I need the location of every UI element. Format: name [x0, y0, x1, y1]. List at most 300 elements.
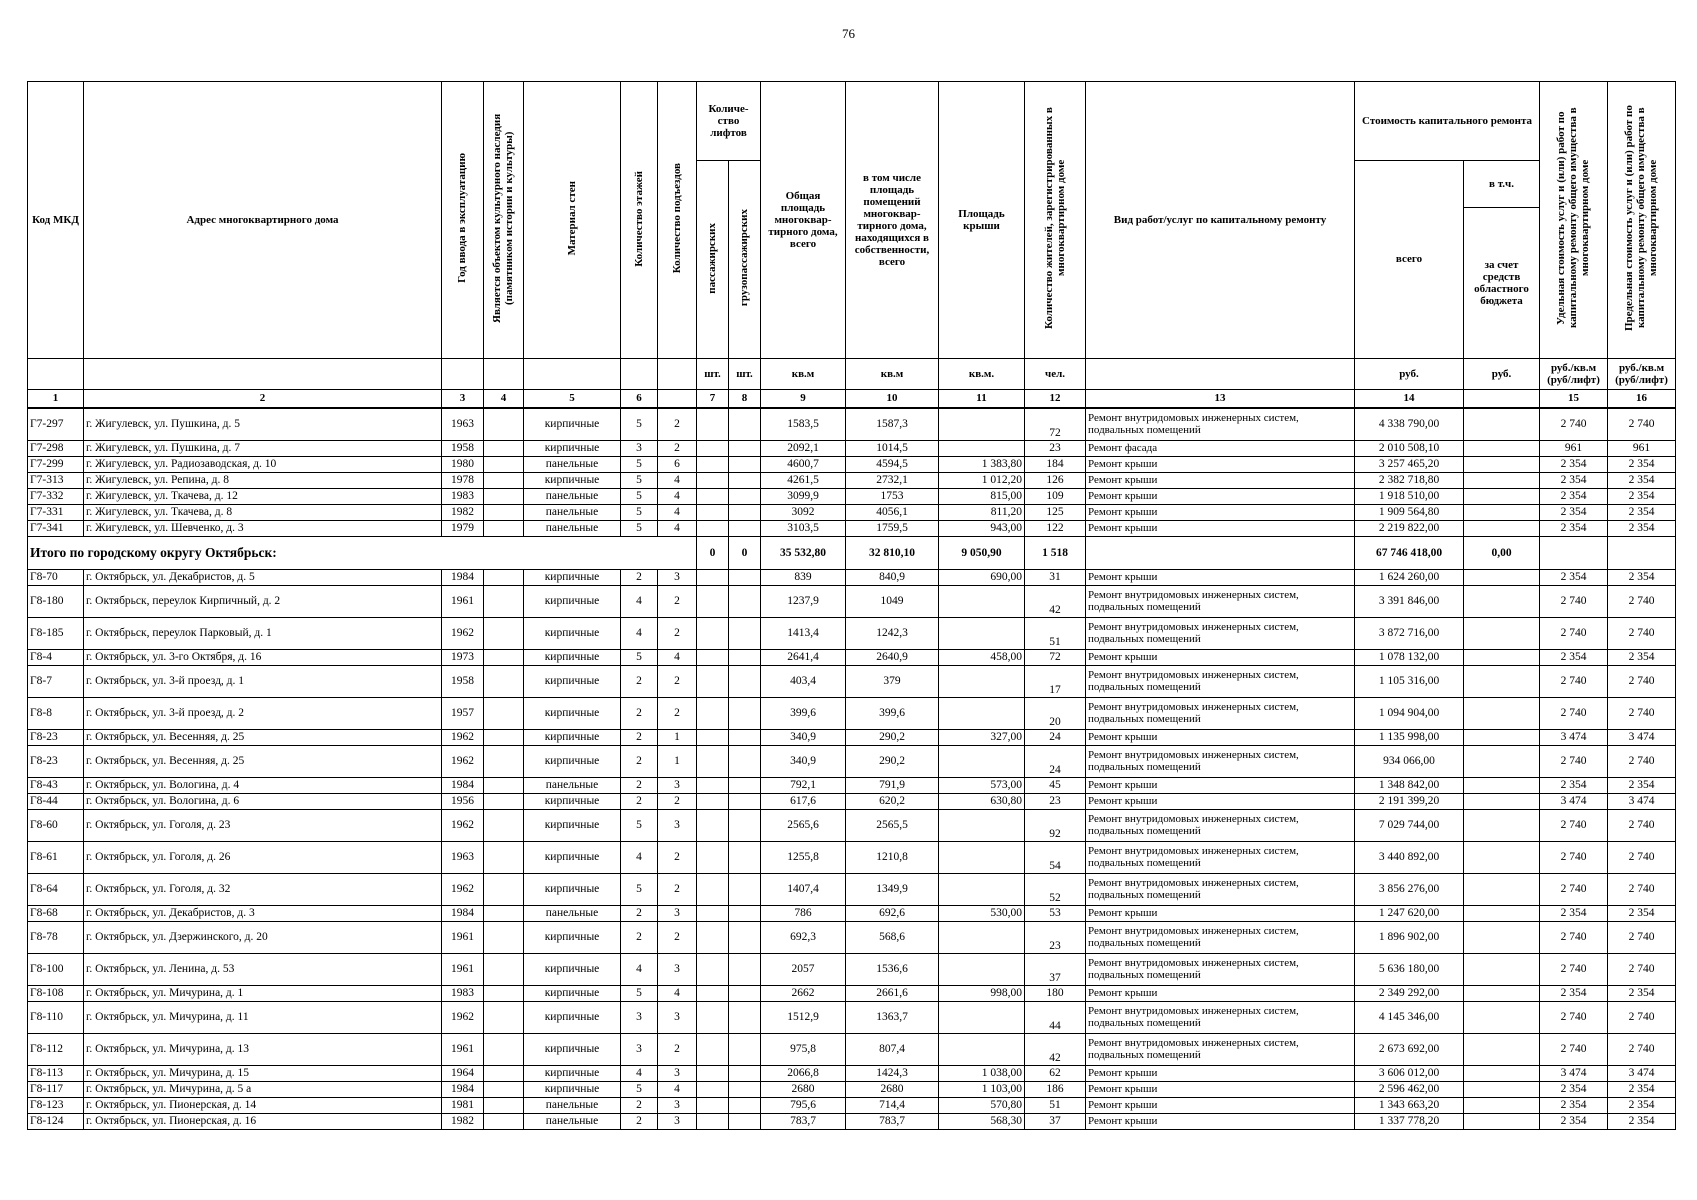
table-row	[28, 730, 1676, 746]
cell-owned-area: 714,4	[846, 1098, 939, 1114]
total-cargo: 0	[729, 537, 761, 570]
cell-passenger	[697, 1098, 729, 1114]
cell-walls: кирпичные	[524, 586, 621, 618]
cell-cargo	[729, 842, 761, 874]
cell-owned-area: 568,6	[846, 922, 939, 954]
total-area: 35 532,80	[761, 537, 846, 570]
cell-code: Г8-68	[28, 906, 84, 922]
column-numbers-row	[28, 390, 1676, 409]
cell-heritage	[484, 954, 524, 986]
table-row	[28, 505, 1676, 521]
cell-year: 1962	[442, 746, 484, 778]
cell-total-area: 975,8	[761, 1034, 846, 1066]
cell-year: 1962	[442, 618, 484, 650]
cell-unit: 2 354	[1540, 1098, 1608, 1114]
header-address: Адрес многоквартирного дома	[84, 82, 442, 359]
cell-walls: кирпичные	[524, 1082, 621, 1098]
cell-year: 1983	[442, 489, 484, 505]
cell-passenger	[697, 954, 729, 986]
cell-total-area: 2662	[761, 986, 846, 1002]
cell-limit: 2 354	[1608, 650, 1676, 666]
cell-heritage	[484, 874, 524, 906]
cell-floors: 5	[621, 408, 658, 441]
cell-address: г. Октябрьск, ул. Декабристов, д. 3	[84, 906, 442, 922]
cell-unit: 2 740	[1540, 746, 1608, 778]
cell-heritage	[484, 521, 524, 537]
cell-residents: 52	[1025, 874, 1086, 906]
cell-walls: панельные	[524, 906, 621, 922]
cell-floors: 2	[621, 906, 658, 922]
cell-unit: 2 740	[1540, 842, 1608, 874]
table-row	[28, 1002, 1676, 1034]
cell-budget	[1464, 1002, 1540, 1034]
cell-walls: кирпичные	[524, 441, 621, 457]
cell-code: Г8-23	[28, 746, 84, 778]
cell-cost: 1 247 620,00	[1355, 906, 1464, 922]
cell-roof-area	[939, 1002, 1025, 1034]
cell-address: г. Октябрьск, ул. Мичурина, д. 5 а	[84, 1082, 442, 1098]
cell-limit: 2 740	[1608, 698, 1676, 730]
cell-floors: 4	[621, 954, 658, 986]
cell-work: Ремонт внутридомовых инженерных систем, подвальных помещений	[1086, 810, 1355, 842]
cell-unit: 2 740	[1540, 666, 1608, 698]
cell-limit: 2 354	[1608, 473, 1676, 489]
cell-walls: панельные	[524, 778, 621, 794]
cell-cost: 2 219 822,00	[1355, 521, 1464, 537]
cell-roof-area: 690,00	[939, 570, 1025, 586]
header-passenger: пассажирских	[697, 161, 729, 359]
unit-owned-area: кв.м	[846, 359, 939, 390]
cell-owned-area: 1363,7	[846, 1002, 939, 1034]
cell-floors: 2	[621, 1114, 658, 1130]
column-number: 6	[621, 390, 658, 409]
cell-entrances: 3	[658, 1002, 697, 1034]
cell-work: Ремонт внутридомовых инженерных систем, подвальных помещений	[1086, 922, 1355, 954]
cell-cargo	[729, 730, 761, 746]
cell-budget	[1464, 906, 1540, 922]
cell-passenger	[697, 666, 729, 698]
cell-residents: 17	[1025, 666, 1086, 698]
cell-total-area: 3092	[761, 505, 846, 521]
cell-cost: 3 440 892,00	[1355, 842, 1464, 874]
table-body-oktyabrsk	[28, 570, 1676, 1130]
cell-roof-area	[939, 666, 1025, 698]
cell-cargo	[729, 1066, 761, 1082]
total-row	[28, 537, 1676, 570]
cell-walls: кирпичные	[524, 842, 621, 874]
cell-year: 1964	[442, 1066, 484, 1082]
cell-cargo	[729, 810, 761, 842]
cell-budget	[1464, 1098, 1540, 1114]
cell-owned-area: 1349,9	[846, 874, 939, 906]
cell-unit: 2 740	[1540, 874, 1608, 906]
cell-limit: 2 354	[1608, 1082, 1676, 1098]
cell-heritage	[484, 1082, 524, 1098]
cell-address: г. Октябрьск, ул. Декабристов, д. 5	[84, 570, 442, 586]
column-number: 3	[442, 390, 484, 409]
cell-floors: 2	[621, 698, 658, 730]
cell-entrances: 2	[658, 1034, 697, 1066]
header-residents: Количество жителей, зарегистрированных в многоквартирном доме	[1025, 82, 1086, 359]
cell-owned-area: 379	[846, 666, 939, 698]
cell-code: Г8-61	[28, 842, 84, 874]
cell-code: Г8-185	[28, 618, 84, 650]
page-number: 76	[842, 26, 855, 41]
cell-residents: 72	[1025, 408, 1086, 441]
cell-budget	[1464, 778, 1540, 794]
table-row	[28, 1082, 1676, 1098]
table-row	[28, 473, 1676, 489]
cell-work: Ремонт крыши	[1086, 457, 1355, 473]
cell-walls: кирпичные	[524, 408, 621, 441]
cell-year: 1962	[442, 1002, 484, 1034]
cell-limit: 2 354	[1608, 1098, 1676, 1114]
cell-heritage	[484, 618, 524, 650]
cell-passenger	[697, 505, 729, 521]
cell-total-area: 783,7	[761, 1114, 846, 1130]
cell-budget	[1464, 457, 1540, 473]
table-row	[28, 408, 1676, 441]
unit-total-area: кв.м	[761, 359, 846, 390]
cell-residents: 51	[1025, 618, 1086, 650]
cell-code: Г7-332	[28, 489, 84, 505]
cell-year: 1961	[442, 1034, 484, 1066]
table-row	[28, 650, 1676, 666]
cell-owned-area: 620,2	[846, 794, 939, 810]
cell-entrances: 4	[658, 489, 697, 505]
cell-entrances: 3	[658, 954, 697, 986]
cell-floors: 3	[621, 441, 658, 457]
cell-entrances: 2	[658, 922, 697, 954]
cell-owned-area: 1753	[846, 489, 939, 505]
cell-heritage	[484, 1114, 524, 1130]
table-row	[28, 906, 1676, 922]
cell-code: Г8-180	[28, 586, 84, 618]
cell-work: Ремонт крыши	[1086, 521, 1355, 537]
cell-total-area: 2565,6	[761, 810, 846, 842]
cell-cost: 2 010 508,10	[1355, 441, 1464, 457]
cell-year: 1982	[442, 505, 484, 521]
header-lifts: Количе-ство лифтов	[697, 82, 761, 161]
cell-floors: 2	[621, 778, 658, 794]
cell-limit: 2 354	[1608, 778, 1676, 794]
cell-total-area: 403,4	[761, 666, 846, 698]
cell-heritage	[484, 778, 524, 794]
cell-entrances: 2	[658, 794, 697, 810]
cell-floors: 4	[621, 842, 658, 874]
cell-total-area: 4600,7	[761, 457, 846, 473]
cell-total-area: 1255,8	[761, 842, 846, 874]
cell-cost: 2 673 692,00	[1355, 1034, 1464, 1066]
cell-residents: 53	[1025, 906, 1086, 922]
total-passenger: 0	[697, 537, 729, 570]
cell-budget	[1464, 473, 1540, 489]
cell-cargo	[729, 521, 761, 537]
cell-passenger	[697, 746, 729, 778]
cell-heritage	[484, 986, 524, 1002]
cell-owned-area: 1424,3	[846, 1066, 939, 1082]
cell-address: г. Жигулевск, ул. Ткачева, д. 12	[84, 489, 442, 505]
cell-heritage	[484, 730, 524, 746]
cell-floors: 5	[621, 1082, 658, 1098]
cell-code: Г8-124	[28, 1114, 84, 1130]
header-total-area: Общая площадь многоквар-тирного дома, всего	[761, 82, 846, 359]
cell-passenger	[697, 1082, 729, 1098]
header-unit-cost: Удельная стоимость услуг и (или) работ по капитальному ремонту общего имущества в многоквартирном доме	[1540, 82, 1608, 359]
cell-work: Ремонт внутридомовых инженерных систем, подвальных помещений	[1086, 618, 1355, 650]
cell-residents: 92	[1025, 810, 1086, 842]
cell-address: г. Октябрьск, ул. 3-й проезд, д. 1	[84, 666, 442, 698]
cell-residents: 184	[1025, 457, 1086, 473]
header-floors: Количество этажей	[621, 82, 658, 359]
cell-residents: 24	[1025, 746, 1086, 778]
cell-budget	[1464, 586, 1540, 618]
cell-total-area: 617,6	[761, 794, 846, 810]
cell-cost: 1 348 842,00	[1355, 778, 1464, 794]
cell-work: Ремонт крыши	[1086, 505, 1355, 521]
cell-walls: кирпичные	[524, 794, 621, 810]
cell-residents: 45	[1025, 778, 1086, 794]
cell-floors: 3	[621, 1002, 658, 1034]
table-body-total	[28, 537, 1676, 570]
cell-limit: 2 740	[1608, 746, 1676, 778]
column-number: 4	[484, 390, 524, 409]
cell-floors: 4	[621, 618, 658, 650]
cell-unit: 2 740	[1540, 810, 1608, 842]
cell-heritage	[484, 1034, 524, 1066]
cell-cargo	[729, 874, 761, 906]
cell-entrances: 4	[658, 986, 697, 1002]
cell-budget	[1464, 794, 1540, 810]
cell-entrances: 2	[658, 842, 697, 874]
column-number: 12	[1025, 390, 1086, 409]
cell-total-area: 2057	[761, 954, 846, 986]
cell-work: Ремонт внутридомовых инженерных систем, подвальных помещений	[1086, 1002, 1355, 1034]
cell-entrances: 3	[658, 778, 697, 794]
cell-owned-area: 4594,5	[846, 457, 939, 473]
cell-passenger	[697, 906, 729, 922]
cell-residents: 23	[1025, 922, 1086, 954]
cell-limit: 2 740	[1608, 842, 1676, 874]
cell-total-area: 2092,1	[761, 441, 846, 457]
table-row	[28, 794, 1676, 810]
cell-owned-area: 1049	[846, 586, 939, 618]
cell-address: г. Октябрьск, переулок Парковый, д. 1	[84, 618, 442, 650]
cell-passenger	[697, 441, 729, 457]
cell-walls: кирпичные	[524, 666, 621, 698]
cell-work: Ремонт внутридомовых инженерных систем, подвальных помещений	[1086, 698, 1355, 730]
cell-cargo	[729, 1002, 761, 1034]
cell-code: Г8-4	[28, 650, 84, 666]
cell-residents: 23	[1025, 441, 1086, 457]
cell-cargo	[729, 457, 761, 473]
cell-cargo	[729, 586, 761, 618]
table-row	[28, 922, 1676, 954]
cell-address: г. Октябрьск, ул. Пионерская, д. 16	[84, 1114, 442, 1130]
cell-roof-area: 1 038,00	[939, 1066, 1025, 1082]
cell-owned-area: 1536,6	[846, 954, 939, 986]
table-row	[28, 954, 1676, 986]
cell-entrances: 3	[658, 1098, 697, 1114]
cell-budget	[1464, 874, 1540, 906]
cell-cost: 1 078 132,00	[1355, 650, 1464, 666]
table-row	[28, 746, 1676, 778]
unit-unit-cost: руб./кв.м (руб/лифт)	[1540, 359, 1608, 390]
table-row	[28, 842, 1676, 874]
cell-roof-area	[939, 922, 1025, 954]
cell-unit: 2 354	[1540, 650, 1608, 666]
cell-roof-area: 943,00	[939, 521, 1025, 537]
unit-limit-cost: руб./кв.м (руб/лифт)	[1608, 359, 1676, 390]
header-cost-budget: за счет средств областного бюджета	[1464, 208, 1540, 359]
cell-roof-area: 1 383,80	[939, 457, 1025, 473]
cell-work: Ремонт внутридомовых инженерных систем, подвальных помещений	[1086, 586, 1355, 618]
cell-work: Ремонт внутридомовых инженерных систем, подвальных помещений	[1086, 874, 1355, 906]
table-row	[28, 457, 1676, 473]
cell-work: Ремонт крыши	[1086, 1114, 1355, 1130]
cell-year: 1983	[442, 986, 484, 1002]
table-row	[28, 1066, 1676, 1082]
column-number: 15	[1540, 390, 1608, 409]
cell-cost: 1 135 998,00	[1355, 730, 1464, 746]
cell-heritage	[484, 746, 524, 778]
cell-passenger	[697, 408, 729, 441]
cell-cost: 4 145 346,00	[1355, 1002, 1464, 1034]
cell-entrances: 3	[658, 1114, 697, 1130]
cell-address: г. Октябрьск, ул. Весенняя, д. 25	[84, 746, 442, 778]
cell-entrances: 2	[658, 874, 697, 906]
cell-roof-area	[939, 586, 1025, 618]
cell-cargo	[729, 1098, 761, 1114]
cell-roof-area	[939, 842, 1025, 874]
cell-residents: 72	[1025, 650, 1086, 666]
table-row	[28, 986, 1676, 1002]
cell-code: Г8-8	[28, 698, 84, 730]
cell-unit: 2 354	[1540, 778, 1608, 794]
cell-roof-area: 630,80	[939, 794, 1025, 810]
table-row	[28, 521, 1676, 537]
cell-passenger	[697, 1002, 729, 1034]
cell-roof-area	[939, 698, 1025, 730]
cell-address: г. Октябрьск, ул. Пионерская, д. 14	[84, 1098, 442, 1114]
cell-unit: 2 354	[1540, 505, 1608, 521]
cell-unit: 3 474	[1540, 794, 1608, 810]
cell-code: Г7-331	[28, 505, 84, 521]
cell-code: Г7-313	[28, 473, 84, 489]
cell-cost: 3 257 465,20	[1355, 457, 1464, 473]
cell-owned-area: 2661,6	[846, 986, 939, 1002]
cell-year: 1981	[442, 1098, 484, 1114]
cell-code: Г7-341	[28, 521, 84, 537]
cell-unit: 2 354	[1540, 1114, 1608, 1130]
cell-walls: кирпичные	[524, 986, 621, 1002]
cell-budget	[1464, 650, 1540, 666]
cell-budget	[1464, 1114, 1540, 1130]
table-row	[28, 586, 1676, 618]
cell-limit: 2 740	[1608, 922, 1676, 954]
cell-walls: кирпичные	[524, 650, 621, 666]
total-cost: 67 746 418,00	[1355, 537, 1464, 570]
column-number: 16	[1608, 390, 1676, 409]
cell-work: Ремонт крыши	[1086, 730, 1355, 746]
cell-work: Ремонт фасада	[1086, 441, 1355, 457]
cell-walls: кирпичные	[524, 874, 621, 906]
cell-limit: 2 740	[1608, 810, 1676, 842]
cell-cargo	[729, 505, 761, 521]
table-row	[28, 698, 1676, 730]
cell-work: Ремонт крыши	[1086, 1066, 1355, 1082]
cell-unit: 2 740	[1540, 698, 1608, 730]
cell-floors: 5	[621, 986, 658, 1002]
cell-address: г. Октябрьск, ул. Ленина, д. 53	[84, 954, 442, 986]
cell-walls: панельные	[524, 489, 621, 505]
column-number: 8	[729, 390, 761, 409]
cell-passenger	[697, 874, 729, 906]
cell-cargo	[729, 698, 761, 730]
table-body-zhigulevsk	[28, 408, 1676, 537]
cell-entrances: 3	[658, 810, 697, 842]
cell-cost: 3 872 716,00	[1355, 618, 1464, 650]
table-row	[28, 1098, 1676, 1114]
cell-address: г. Октябрьск, ул. Мичурина, д. 13	[84, 1034, 442, 1066]
cell-year: 1980	[442, 457, 484, 473]
cell-passenger	[697, 1066, 729, 1082]
cell-work: Ремонт крыши	[1086, 489, 1355, 505]
cell-address: г. Жигулевск, ул. Радиозаводская, д. 10	[84, 457, 442, 473]
column-number: 7	[697, 390, 729, 409]
total-budget: 0,00	[1464, 537, 1540, 570]
cell-limit: 2 354	[1608, 505, 1676, 521]
cell-unit: 2 740	[1540, 1034, 1608, 1066]
cell-owned-area: 1014,5	[846, 441, 939, 457]
cell-address: г. Жигулевск, ул. Пушкина, д. 7	[84, 441, 442, 457]
cell-passenger	[697, 730, 729, 746]
table-row	[28, 489, 1676, 505]
cell-year: 1958	[442, 441, 484, 457]
cell-cargo	[729, 794, 761, 810]
cell-work: Ремонт крыши	[1086, 794, 1355, 810]
cell-total-area: 1237,9	[761, 586, 846, 618]
cell-walls: кирпичные	[524, 810, 621, 842]
cell-limit: 2 354	[1608, 457, 1676, 473]
cell-cargo	[729, 1114, 761, 1130]
cell-cargo	[729, 408, 761, 441]
header-owned-area: в том числе площадь помещений многоквар-тирного дома, находящихся в собственности, всего	[846, 82, 939, 359]
cell-code: Г8-64	[28, 874, 84, 906]
cell-address: г. Октябрьск, ул. Мичурина, д. 11	[84, 1002, 442, 1034]
cell-residents: 54	[1025, 842, 1086, 874]
cell-address: г. Октябрьск, ул. Вологина, д. 4	[84, 778, 442, 794]
unit-passenger: шт.	[697, 359, 729, 390]
cell-cargo	[729, 778, 761, 794]
header-code: Код МКД	[28, 82, 84, 359]
cell-entrances: 4	[658, 1082, 697, 1098]
cell-cargo	[729, 473, 761, 489]
cell-entrances: 2	[658, 698, 697, 730]
cell-total-area: 4261,5	[761, 473, 846, 489]
cell-work: Ремонт внутридомовых инженерных систем, подвальных помещений	[1086, 666, 1355, 698]
cell-heritage	[484, 842, 524, 874]
cell-passenger	[697, 810, 729, 842]
cell-roof-area: 1 103,00	[939, 1082, 1025, 1098]
cell-owned-area: 2640,9	[846, 650, 939, 666]
cell-floors: 3	[621, 1034, 658, 1066]
cell-owned-area: 1242,3	[846, 618, 939, 650]
cell-cargo	[729, 1034, 761, 1066]
cell-budget	[1464, 746, 1540, 778]
cell-work: Ремонт крыши	[1086, 1098, 1355, 1114]
cell-roof-area	[939, 408, 1025, 441]
